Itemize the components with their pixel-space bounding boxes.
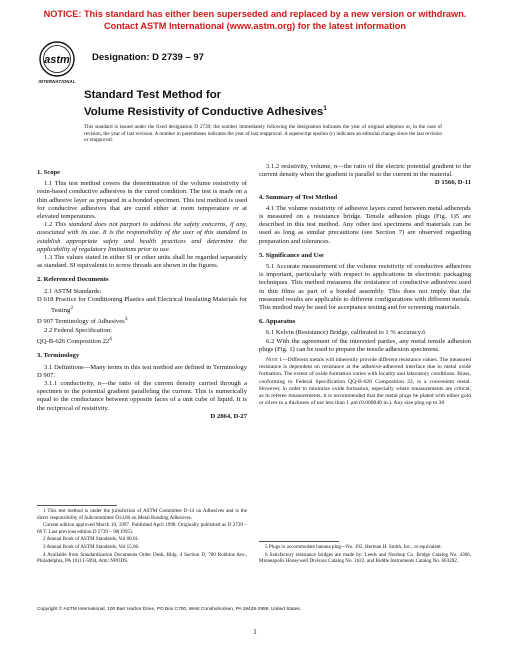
astm-logo-icon — [37, 40, 77, 78]
note-1: Note 1—Different metals will inherently provide different resistance values. The measured resistance is dependent on resistance at the adhesive-adherend interface due to metal oxide formation. The extent of oxide formation varies with locality and laboratory conditions. Brass, conforming to Federal Specification QQ-B-626 Composition 22, is a convenient metal. However, in order to minimize oxide formation, especially where measurements are critical, as in referee measurements, it is recommended that the metal plugs be plated with either gold or silver to a thickness of not less than 1 μm (0.000040 in.). Any size plug up to 30 — [259, 357, 471, 407]
section-heading-significance: 5. Significance and Use — [259, 251, 324, 259]
paragraph-6-1: 6.1 Kelvin (Resistance) Bridge, calibrated to 1 % accuracy.6 — [266, 329, 426, 337]
withdrawn-notice — [0, 9, 510, 32]
paragraph-1-1: 1.1 This test method covers the determination of the volume resistivity of resin-based conductive adhesives in the cured condition. The test is made on a thin adhesive layer as prepared in a bonded specimen. This test method is used for conductive adhesives that are cured either at room temperature or at elevated temperatures. — [37, 180, 247, 221]
svg-text:astm: astm — [44, 54, 70, 66]
title-line-1: Standard Test Method for — [84, 89, 222, 101]
reference-d907: D 907 Terminology of Adhesives$^3$ — [37, 316, 128, 326]
paragraph-6-2: 6.2 With the agreement of the interested parties, any metal tensile adhesion plugs (Fig. 1) can be used to prepare the tensile adhesion specimens. — [259, 337, 471, 353]
footnote-1b: Current edition approved March 10, 1997. Published April 1998. Originally published as D 2739 – 68 T. Last previous edition D 2739 – 90(1995). — [37, 522, 247, 535]
footnote-3: 3 Annual Book of ASTM Standards, Vol 15.06. — [43, 543, 140, 550]
paragraph-1-3: 1.3 The values stated in either SI or other units shall be regarded separately as standard. SI equivalents to screw threads are shown in the figures. — [37, 254, 247, 270]
footnote-4: 4 Available from Standardization Documents Order Desk, Bldg. 4 Section D, 700 Robbins Ave., Philadelphia, PA 19111-5094, Attn: NPODS. — [37, 551, 247, 565]
footnotes-right — [259, 544, 471, 566]
right-column — [259, 163, 471, 407]
copyright-line: Copyright © ASTM International, 100 Barr Harbor Drive, PO Box C700, West Conshohocken, PA 19428-2959, United States. — [37, 607, 302, 612]
left-column — [37, 163, 247, 421]
footnote-2: 2 Annual Book of ASTM Standards, Vol 08.01. — [43, 536, 140, 543]
section-heading-scope: 1. Scope — [37, 169, 61, 176]
footnote-5: 5 Plugs to accommodate banana plug—No. 192, Herman H. Smith, Inc., or equivalent. — [265, 544, 442, 550]
title-line-2: Volume Resistivity of Conductive Adhesives$^1$ — [84, 105, 327, 118]
logo-caption: INTERNATIONAL — [38, 79, 76, 84]
section-heading-referenced-documents: 2. Referenced Documents — [37, 276, 109, 284]
notice-line-2: Contact ASTM International (www.astm.org) for the latest information — [103, 20, 406, 31]
reference-qqb626: QQ-B-626 Composition $22^4$ — [37, 336, 112, 346]
paragraph-1-2: 1.2 This standard does not purport to address the safety concerns, if any, associated with its use. It is the responsibility of the user of this standard to establish appropriate safety and health practices and determine the applicability of regulatory limitations prior to use. — [37, 221, 247, 253]
designation: Designation: D 2739 – 97 — [92, 52, 204, 63]
reference-d1566: D 1566, D-11 — [434, 179, 471, 187]
document-title — [84, 89, 424, 119]
reference-d2864: D 2864, D-27 — [210, 412, 247, 420]
page-number: 1 — [253, 628, 257, 636]
paragraph-5-1: 5.1 Accurate measurement of the volume resistivity of conductive adhesives is important, particularly with respect to applications in electronic packaging techniques. This method measures the resistance of conductive adhesives used in thin films as part of a bonded assembly. This does not imply that the measured results are applicable to different configurations with different metals. This method may be used for acceptance testing and for screening materials. — [259, 263, 471, 312]
issuance-statement: This standard is issued under the fixed designation D 2739; the number immediately following the designation indicates the year of original adoption or, in the case of revision, the year of last revision. A number in parentheses indicates the year of last reapproval. A superscript epsilon (ε) indicates an editorial change since the last revision or reapproval. — [84, 124, 442, 144]
notice-line-1: NOTICE: This standard has either been superseded and replaced by a new version or withdrawn. — [43, 9, 467, 19]
federal-specification-label: 2.2 Federal Specification: — [44, 326, 112, 334]
astm-standards-label: 2.1 ASTM Standards: — [44, 287, 102, 295]
section-heading-terminology: 3. Terminology — [37, 352, 80, 360]
section-heading-summary: 4. Summary of Test Method — [259, 193, 338, 201]
footnote-divider-left — [37, 505, 117, 506]
reference-d618: D 618 Practice for Conditioning Plastics and Electrical Insulating Materials for Testing$^2$ — [37, 295, 247, 315]
paragraph-3-1-1: 3.1.1 conductivity, n—the ratio of the current density carried through a specimen to the potential gradient paralleling the current. This is numerically equal to the conductance between opposite faces of a unit cube of liquid. It is the reciprocal of resistivity. — [37, 380, 247, 412]
paragraph-4-1: 4.1 The volume resistivity of adhesive layers cured between metal adherends is measured on a resistance bridge. Tensile adhesion plugs (Fig. 1)5 are described in this test method. Any other test specimens and materials can be used as long as similar precautions (see Section 7) are observed regarding preparation and tolerances. — [259, 204, 471, 245]
paragraph-3-1-2: 3.1.2 resistivity, volume, n—the ratio of the electric potential gradient to the current density when the gradient is parallel to the current in the material. — [259, 163, 471, 179]
section-heading-apparatus: 6. Apparatus — [259, 318, 296, 326]
footnote-divider-right — [259, 541, 339, 542]
footnote-6: 6 Satisfactory resistance bridges are made by: Leeds and Northup Co. Bridge Catalog No. 4306, Minneapolis Honeywell Division Catalog No. 1622, and Biddle Instruments Catalog No. 603282. — [259, 551, 471, 565]
footnote-1: 1 This test method is under the jurisdiction of ASTM Committee D-14 on Adhesives and is the direct responsibility of Subcommittee D14.80 on Metal Bonding Adhesives. — [37, 508, 247, 521]
footnotes-left — [37, 508, 247, 566]
paragraph-3-1: 3.1 Definitions—Many terms in this test method are defined in Terminology D 907. — [37, 363, 247, 379]
